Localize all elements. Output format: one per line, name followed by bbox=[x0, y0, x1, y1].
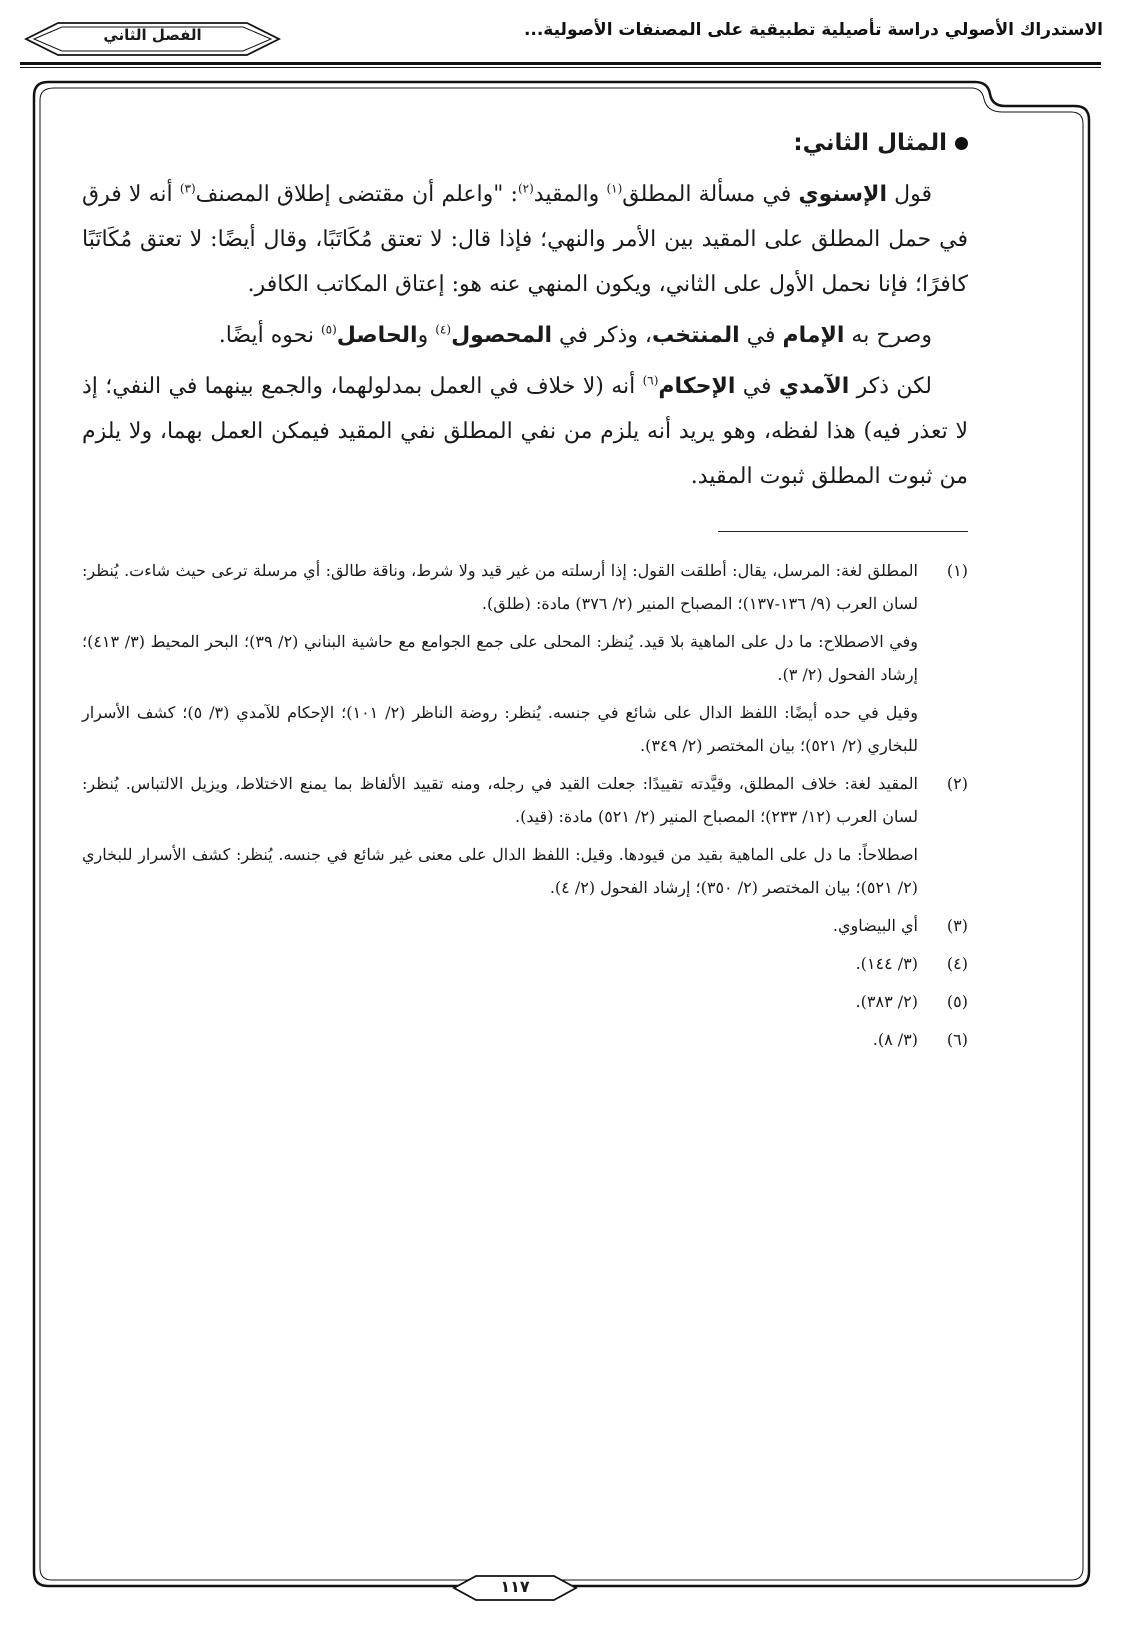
text-run: لكن ذكر bbox=[849, 374, 933, 399]
footnote-ref: (٢) bbox=[517, 181, 534, 196]
footnotes bbox=[82, 554, 968, 1056]
footnote-ref: (٥) bbox=[320, 322, 337, 337]
bullet-icon bbox=[955, 137, 968, 150]
author-name: الإمام bbox=[782, 323, 845, 348]
text-run: والمقيد bbox=[533, 182, 607, 207]
text-run: في bbox=[735, 374, 779, 399]
footnote-1-continued: وقيل في حده أيضًا: اللفظ الدال على شائع في جنسه. يُنظر: روضة الناظر (٢/ ١٠١)؛ الإحكام للآمدي (٣/ ٥)؛ كشف الأسرار للبخاري (٢/ ٥٢١)؛ بيان المختصر (٢/ ٣٤٩). bbox=[82, 703, 919, 755]
footnote-3 bbox=[82, 909, 968, 942]
footnote-1 bbox=[82, 554, 968, 620]
footnote-number: (١) bbox=[946, 561, 968, 580]
footnote-ref: (٦) bbox=[642, 373, 659, 388]
footnote-number: (٦) bbox=[946, 1030, 968, 1049]
chapter-label: الفصل الثاني bbox=[103, 26, 202, 44]
footnote-text: (٣/ ١٤٤). bbox=[855, 954, 918, 973]
text-run: في bbox=[739, 323, 783, 348]
text-run: أنه لا فرق في حمل المطلق على المقيد بين الأمر والنهي؛ فإذا قال: لا تعتق مُكَاتَبًا، وقال أيضًا: لا تعتق مُكَاتَبًا كافرًا؛ فإنا نحمل الأول على الثاني، ويكون المنهي عنه هو: إعتاق المكاتب الكافر. bbox=[82, 182, 968, 297]
book-name: المنتخب bbox=[652, 323, 740, 348]
heading-text: المثال الثاني: bbox=[793, 130, 947, 156]
footnote-number: (٥) bbox=[946, 992, 968, 1011]
footnote-text: أي البيضاوي. bbox=[832, 916, 918, 935]
text-run: في مسألة المطلق bbox=[622, 182, 799, 207]
book-name: الحاصل bbox=[336, 323, 418, 348]
footnote-text: المطلق لغة: المرسل، يقال: أطلقت القول: إذا أرسلته من غير قيد ولا شرط، وناقة طالق: أي مرسلة ترعى حيث شاءت. يُنظر: لسان العرب (٩/ ١٣٦-١٣٧)؛ المصباح المنير (٢/ ٣٧٦) مادة: (طلق). bbox=[82, 561, 918, 613]
example-heading bbox=[82, 130, 968, 156]
paragraph-3 bbox=[82, 364, 968, 499]
header-rule-thin bbox=[20, 67, 1101, 68]
book-name: المحصول bbox=[451, 323, 553, 348]
footnote-number: (٢) bbox=[946, 774, 968, 793]
footnote-2 bbox=[82, 767, 968, 833]
page-number: ١١٧ bbox=[500, 1577, 530, 1596]
text-run: أنه (لا خلاف في العمل بمدلولهما، والجمع بينهما في النفي؛ إذ لا تعذر فيه) هذا لفظه، وهو يريد أنه يلزم من نفي المطلق نفي المقيد فيمكن العمل بهما، ولا يلزم من ثبوت المطلق ثبوت المقيد. bbox=[82, 374, 969, 489]
footnote-1-continued: وفي الاصطلاح: ما دل على الماهية بلا قيد. يُنظر: المحلى على جمع الجوامع مع حاشية البناني (٢/ ٣٩)؛ البحر المحيط (٣/ ٤١٣)؛ إرشاد الفحول (٢/ ٣). bbox=[82, 632, 918, 684]
footnote-ref: (٤) bbox=[435, 322, 452, 337]
footnote-number: (٣) bbox=[946, 916, 968, 935]
footnote-divider bbox=[718, 531, 968, 532]
text-run: نحوه أيضًا. bbox=[218, 323, 321, 348]
footnote-ref: (٣) bbox=[179, 181, 196, 196]
footnote-4 bbox=[82, 947, 968, 980]
text-run: : "واعلم أن مقتضى إطلاق المصنف bbox=[195, 182, 518, 207]
page-content bbox=[82, 130, 968, 1061]
author-name: الإسنوي bbox=[798, 182, 887, 207]
text-run: ، وذكر في bbox=[552, 323, 652, 348]
footnote-2-continued: اصطلاحاً: ما دل على الماهية بقيد من قيودها. وقيل: اللفظ الدال على معنى غير شائع في جنسه. يُنظر: كشف الأسرار للبخاري (٢/ ٥٢١)؛ بيان المختصر (٢/ ٣٥٠)؛ إرشاد الفحول (٢/ ٤). bbox=[82, 845, 919, 897]
footnote-ref: (١) bbox=[606, 181, 623, 196]
footnote-5 bbox=[82, 985, 968, 1018]
footnote-number: (٤) bbox=[946, 954, 968, 973]
text-run: و bbox=[417, 323, 436, 348]
author-name: الآمدي bbox=[778, 374, 850, 399]
paragraph-1 bbox=[82, 172, 968, 307]
text-run: وصرح به bbox=[844, 323, 932, 348]
footnote-6 bbox=[82, 1023, 968, 1056]
book-name: الإحكام bbox=[658, 374, 736, 399]
book-title: الاستدراك الأصولي دراسة تأصيلية تطبيقية على المصنفات الأصولية... bbox=[523, 20, 1103, 40]
footnote-text: (٢/ ٣٨٣). bbox=[855, 992, 918, 1011]
header-rule-thick bbox=[20, 62, 1101, 65]
paragraph-2 bbox=[82, 313, 968, 358]
footnote-text: (٣/ ٨). bbox=[872, 1030, 918, 1049]
text-run: قول bbox=[886, 182, 933, 207]
footnote-text: المقيد لغة: خلاف المطلق، وقيَّدته تقييدًا: جعلت القيد في رجله، ومنه تقييد الألفاظ بما يمنع الاختلاط، ويزيل الالتباس. يُنظر: لسان العرب (١٢/ ٢٣٣)؛ المصباح المنير (٢/ ٥٢١) مادة: (قيد). bbox=[82, 774, 918, 826]
